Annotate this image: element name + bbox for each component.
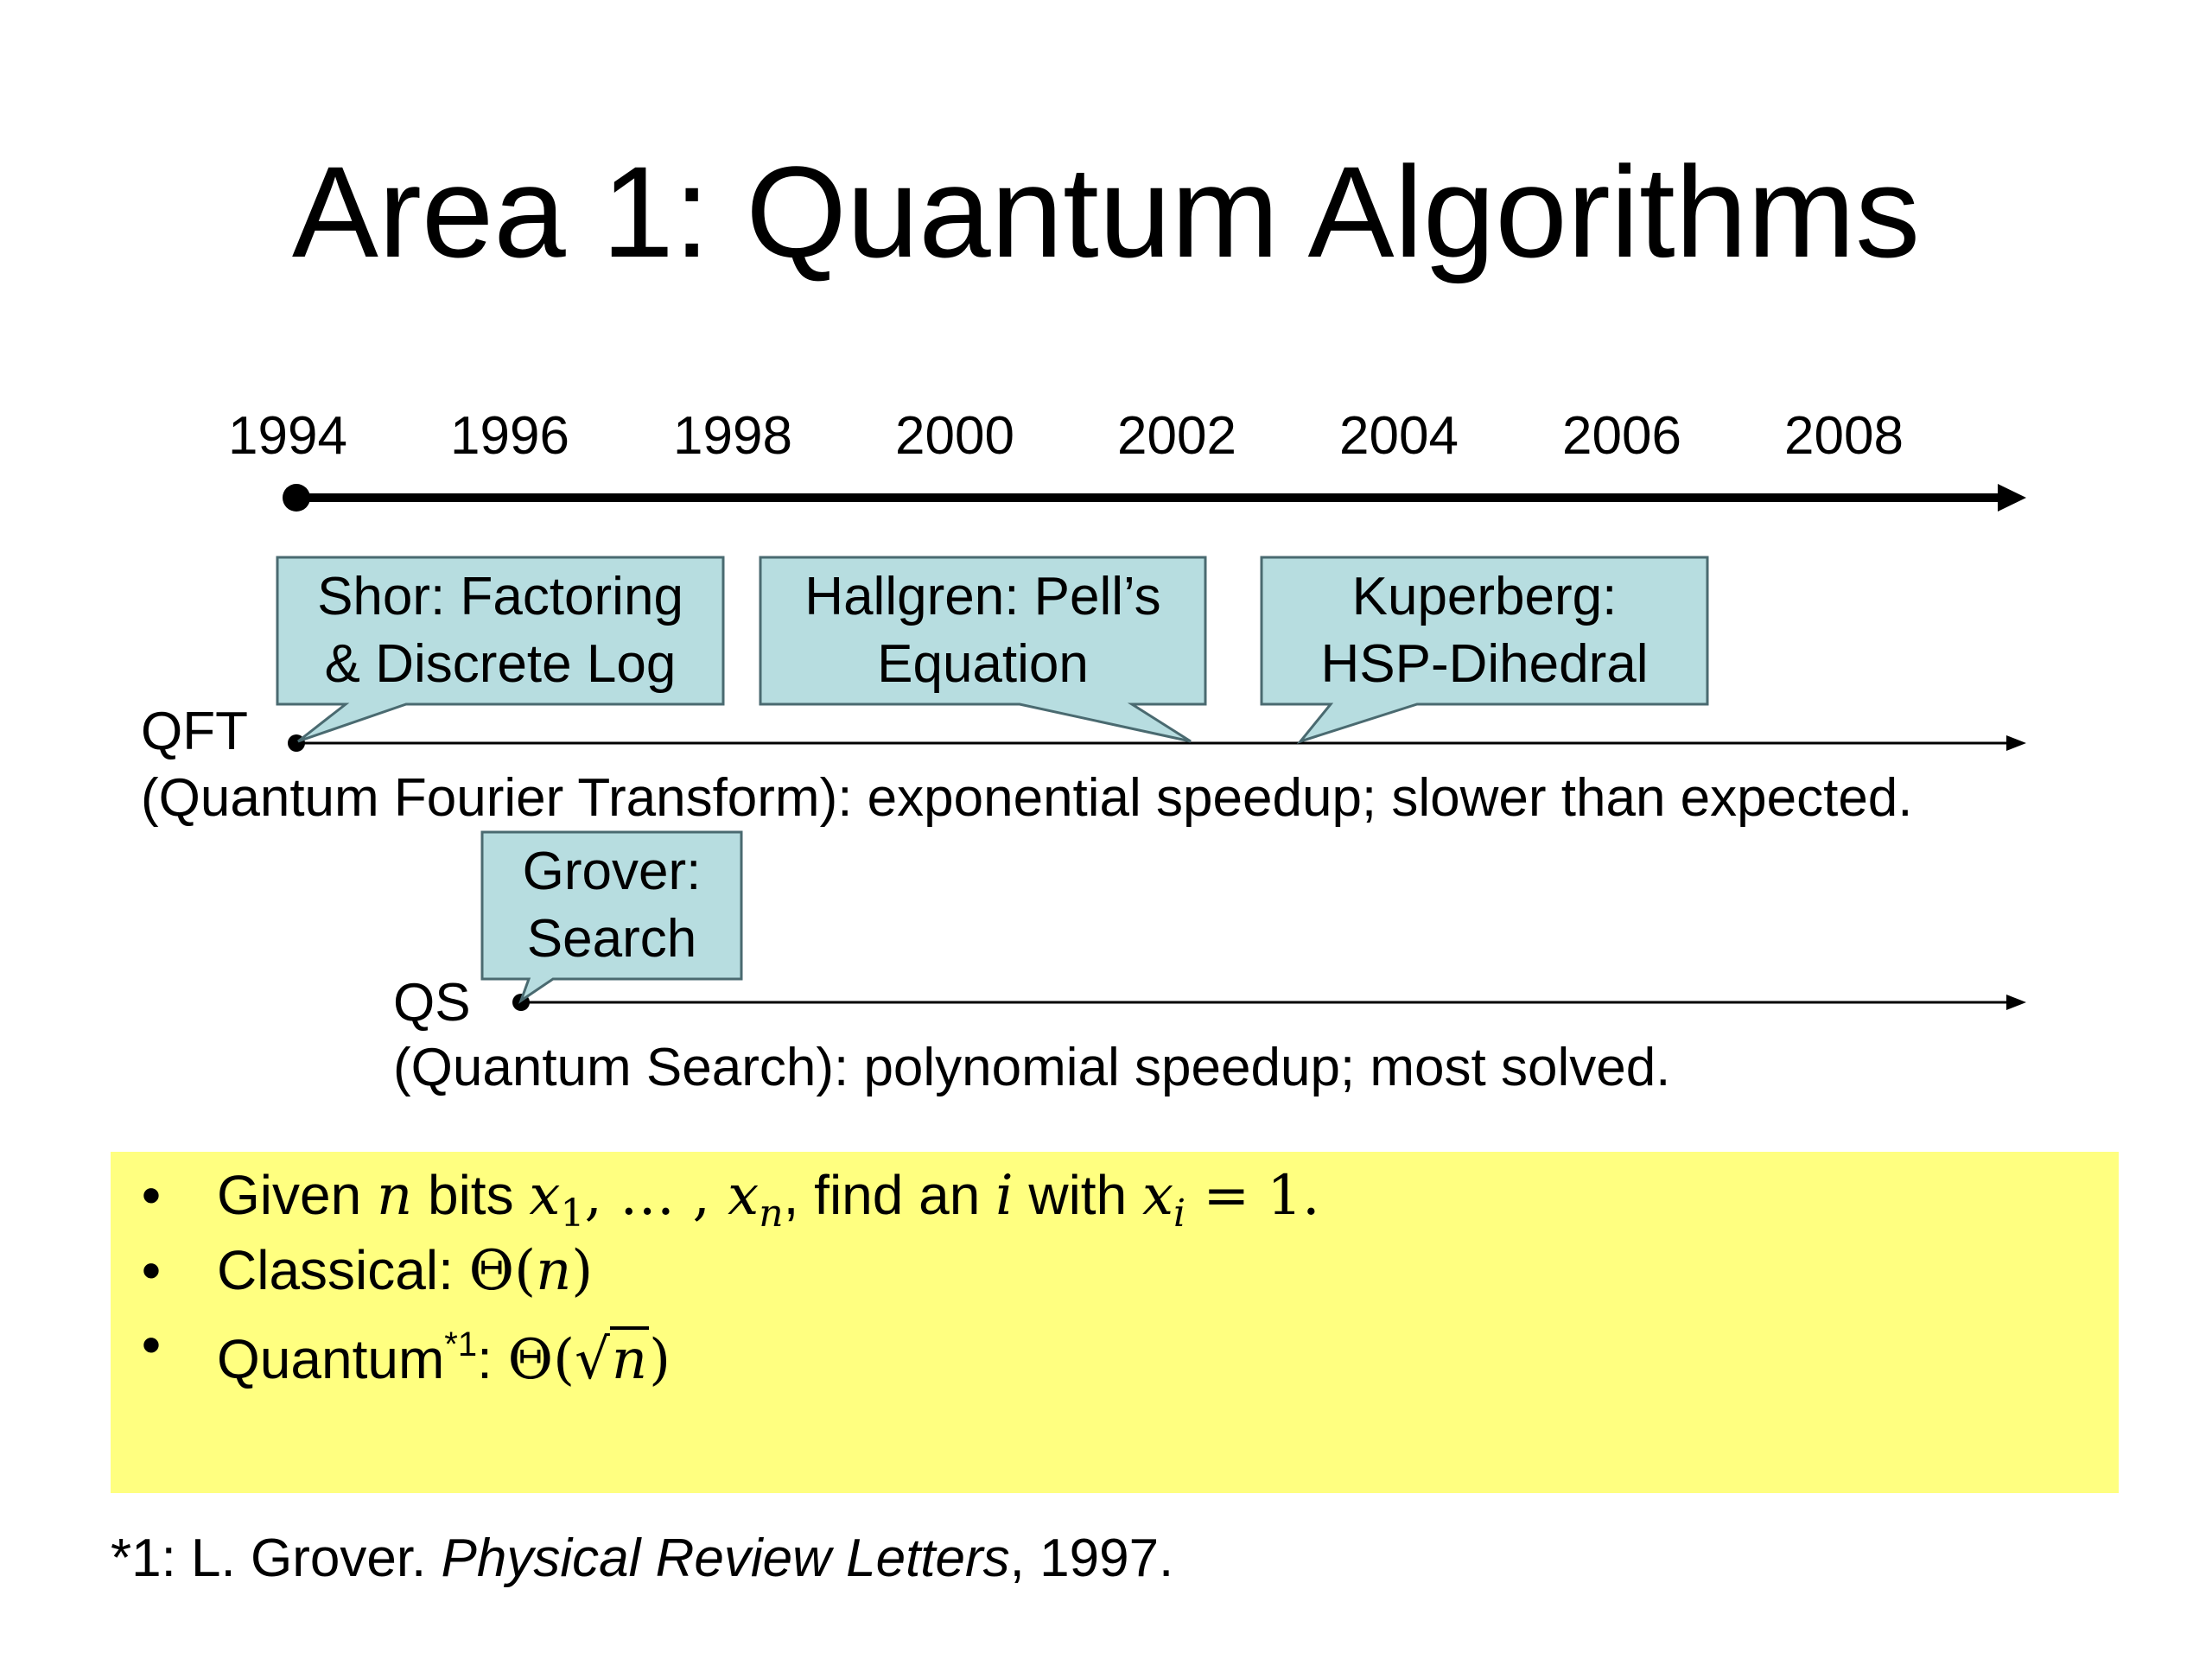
callout-kuperberg-line2: HSP-Dihedral xyxy=(1320,634,1649,694)
bullet-symbol: • xyxy=(141,1313,162,1376)
footnote-prefix: *1: L. Grover. xyxy=(111,1529,442,1588)
year-label-2004: 2004 xyxy=(1339,406,1459,466)
bullet-text-classical: Classical: Θ(n) xyxy=(217,1239,594,1303)
callout-grover-text xyxy=(482,838,741,973)
year-label-1996: 1996 xyxy=(450,406,569,466)
highlight-box xyxy=(111,1152,2119,1493)
year-label-2006: 2006 xyxy=(1562,406,1681,466)
footnote xyxy=(111,1528,1173,1590)
callout-hallgren-text xyxy=(760,563,1205,698)
qft-short-label: QFT xyxy=(141,702,248,761)
callout-shor-line2: & Discrete Log xyxy=(324,634,677,694)
callout-hallgren-line1: Hallgren: Pell’s xyxy=(804,567,1161,626)
qft-description: (Quantum Fourier Transform): exponential speedup; slower than expected. xyxy=(141,768,1913,828)
callout-hallgren-line2: Equation xyxy=(877,634,1089,694)
callout-kuperberg-text xyxy=(1262,563,1707,698)
callout-kuperberg-line1: Kuperberg: xyxy=(1351,567,1618,626)
callout-grover-line1: Grover: xyxy=(522,842,702,901)
qs-short-label: QS xyxy=(393,973,471,1033)
qft-track-arrowhead xyxy=(2006,735,2026,751)
slide-title: Area 1: Quantum Algorithms xyxy=(291,139,1921,284)
bullet-given-n-bits xyxy=(111,1160,2098,1238)
bullet-quantum xyxy=(111,1310,2098,1392)
footnote-journal: Physical Review Letters xyxy=(441,1529,1010,1588)
callout-shor-line1: Shor: Factoring xyxy=(317,567,683,626)
bullet-text-given: Given n bits $x_1$, … , $x_n$, find an i with $x_i = 1$. xyxy=(217,1164,1320,1236)
bullet-symbol: • xyxy=(141,1164,162,1226)
year-axis-arrowhead xyxy=(1998,484,2026,512)
callout-shor-text xyxy=(277,563,723,698)
sqrt-symbol: √ xyxy=(575,1328,610,1392)
year-label-2000: 2000 xyxy=(895,406,1014,466)
year-label-2008: 2008 xyxy=(1784,406,1904,466)
year-label-1998: 1998 xyxy=(673,406,792,466)
year-label-1994: 1994 xyxy=(228,406,347,466)
bullet-classical xyxy=(111,1236,2098,1313)
bullet-text-quantum: Quantum$^{*1}$: Θ(√n) xyxy=(217,1325,671,1392)
qs-description: (Quantum Search): polynomial speedup; most solved. xyxy=(393,1038,1671,1097)
year-axis-start-dot xyxy=(283,484,310,512)
year-label-2002: 2002 xyxy=(1117,406,1236,466)
callout-grover-line2: Search xyxy=(526,909,697,969)
bullet-symbol: • xyxy=(141,1239,162,1301)
footnote-suffix: , 1997. xyxy=(1009,1529,1174,1588)
footnote-ref: *1 xyxy=(444,1325,478,1363)
qs-track-arrowhead xyxy=(2006,995,2026,1010)
